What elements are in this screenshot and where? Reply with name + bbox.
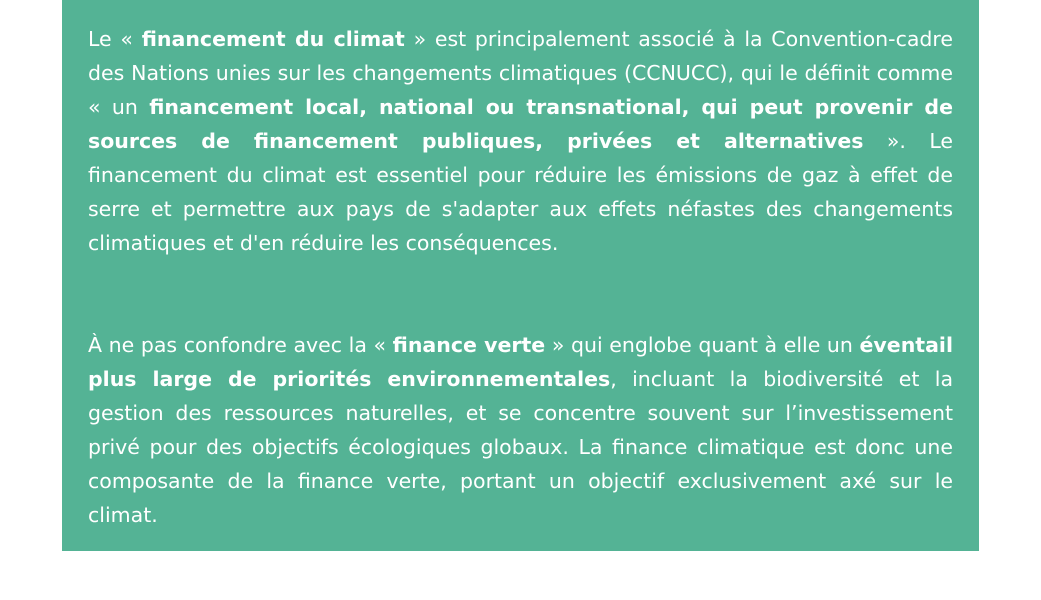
text-run: , incluant la biodiversité et la gestion des ressources naturelles, et se concentre souvent sur l’investissement privé pour des objectifs écologiques globaux. La finance climatique est donc une composante de la finance verte, portant un objectif exclusivement axé sur le climat. [88,367,954,527]
definition-box [62,0,979,551]
text-run: À ne pas confondre avec la « [88,333,393,357]
bold-definition: financement local, national ou transnational, qui peut provenir de sources de financement publiques, privées et alternatives [88,95,953,153]
bold-priorities: éventail plus large de priorités environnementales [88,333,953,391]
text-run: ». Le financement du climat est essentiel pour réduire les émissions de gaz à effet de serre et permettre aux pays de s'adapter aux effets néfastes des changements climatiques et d'en réduire les conséquences. [88,129,953,255]
bold-term-climate-finance: financement du climat [141,27,405,51]
text-run: Le « [88,27,142,51]
definition-paragraph [88,22,953,260]
text-run: » est principalement associé à la Convention-cadre des Nations unies sur les changements climatiques (CCNUCC), qui le définit comme « un [88,27,953,119]
bold-term-green-finance: finance verte [392,333,546,357]
text-run: » qui englobe quant à elle un [545,333,860,357]
green-finance-paragraph [88,328,953,532]
